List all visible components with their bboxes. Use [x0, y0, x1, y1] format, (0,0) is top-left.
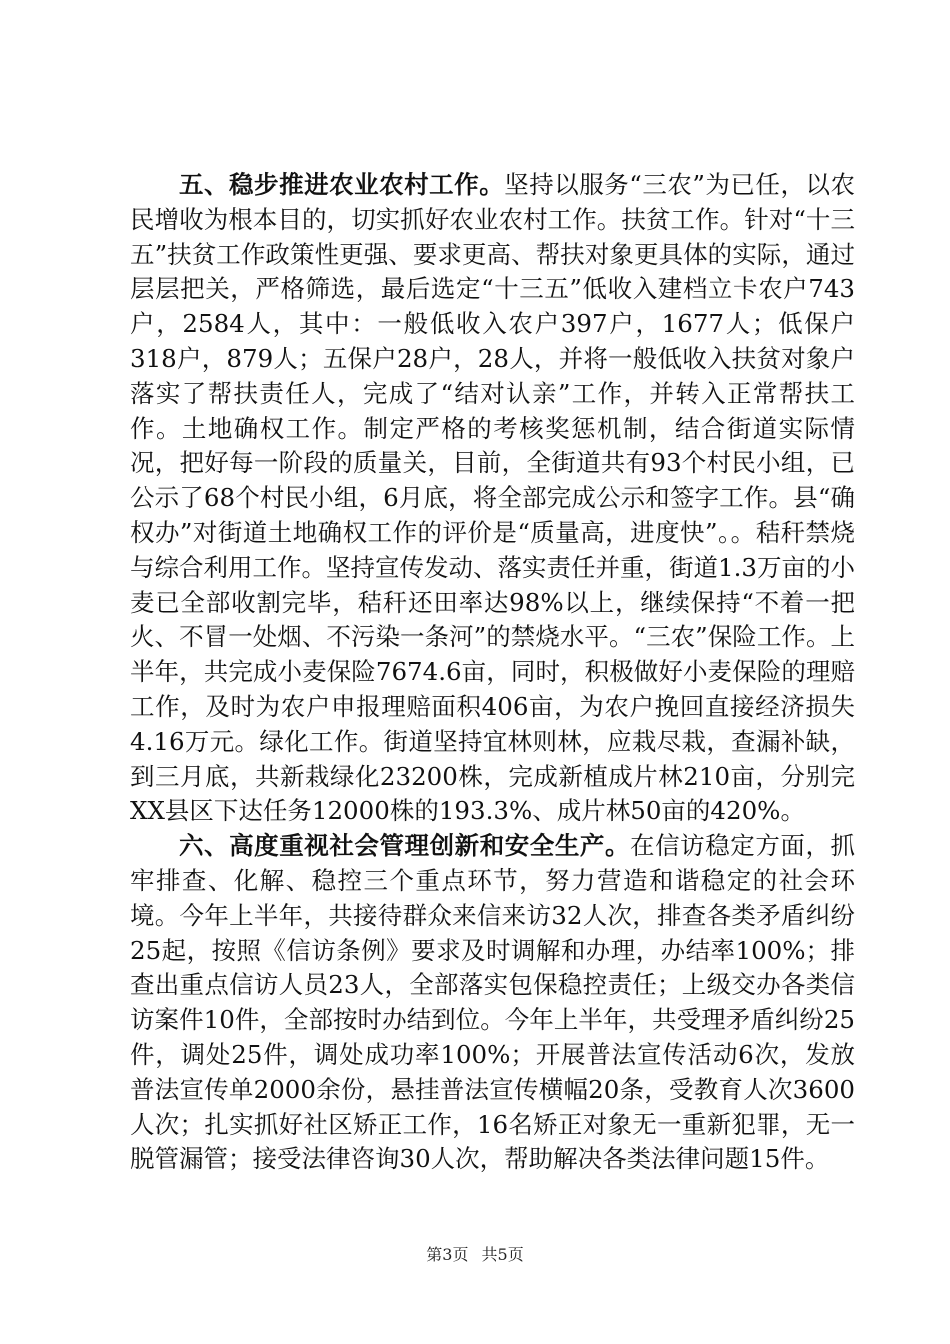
paragraph-social-management	[130, 829, 855, 1177]
document-body	[130, 168, 855, 1177]
paragraph-text: 在信访稳定方面，抓牢排查、化解、稳控三个重点环节，努力营造和谐稳定的社会环境。今年上半年，共接待群众来信来访32人次，排查各类矛盾纠纷25起，按照《信访条例》要求及时调解和办理，办结率100%；排查出重点信访人员23人，全部落实包保稳控责任；上级交办各类信访案件10件，全部按时办结到位。今年上半年，共受理矛盾纠纷25件，调处25件，调处成功率100%；开展普法宣传活动6次，发放普法宣传单2000余份，悬挂普法宣传横幅20条，受教育人次3600人次；扎实抓好社区矫正工作，16名矫正对象无一重新犯罪，无一脱管漏管；接受法律咨询30人次，帮助解决各类法律问题15件。	[130, 831, 856, 1174]
paragraph-heading: 六、高度重视社会管理创新和安全生产。	[179, 831, 631, 861]
page-number-current: 第3页	[426, 1245, 469, 1264]
page-number-total: 共5页	[481, 1245, 524, 1264]
page-footer	[0, 1242, 950, 1265]
paragraph-text: 坚持以服务“三农”为已任，以农民增收为根本目的，切实抓好农业农村工作。扶贫工作。针对“十三五”扶贫工作政策性更强、要求更高、帮扶对象更具体的实际，通过层层把关，严格筛选，最后选定“十三五”低收入建档立卡农户743户，2584人，其中：一般低收入农户397户，1677人；低保户318户，879人；五保户28户，28人，并将一般低收入扶贫对象户落实了帮扶责任人，完成了“结对认亲”工作，并转入正常帮扶工作。土地确权工作。制定严格的考核奖惩机制，结合街道实际情况，把好每一阶段的质量关，目前，全街道共有93个村民小组，已公示了68个村民小组，6月底，将全部完成公示和签字工作。县“确权办”对街道土地确权工作的评价是“质量高，进度快”。。秸秆禁烧与综合利用工作。坚持宣传发动、落实责任并重，街道1.3万亩的小麦已全部收割完毕，秸秆还田率达98%以上，继续保持“不着一把火、不冒一处烟、不污染一条河”的禁烧水平。“三农”保险工作。上半年，共完成小麦保险7674.6亩，同时，积极做好小麦保险的理赔工作，及时为农户申报理赔面积406亩，为农户挽回直接经济损失4.16万元。绿化工作。街道坚持宜林则林，应栽尽栽，查漏补缺，到三月底，共新栽绿化23200株，完成新植成片林210亩，分别完XX县区下达任务12000株的193.3%、成片林50亩的420%。	[130, 170, 855, 826]
paragraph-heading: 五、稳步推进农业农村工作。	[179, 170, 505, 199]
paragraph-agriculture	[130, 168, 855, 829]
